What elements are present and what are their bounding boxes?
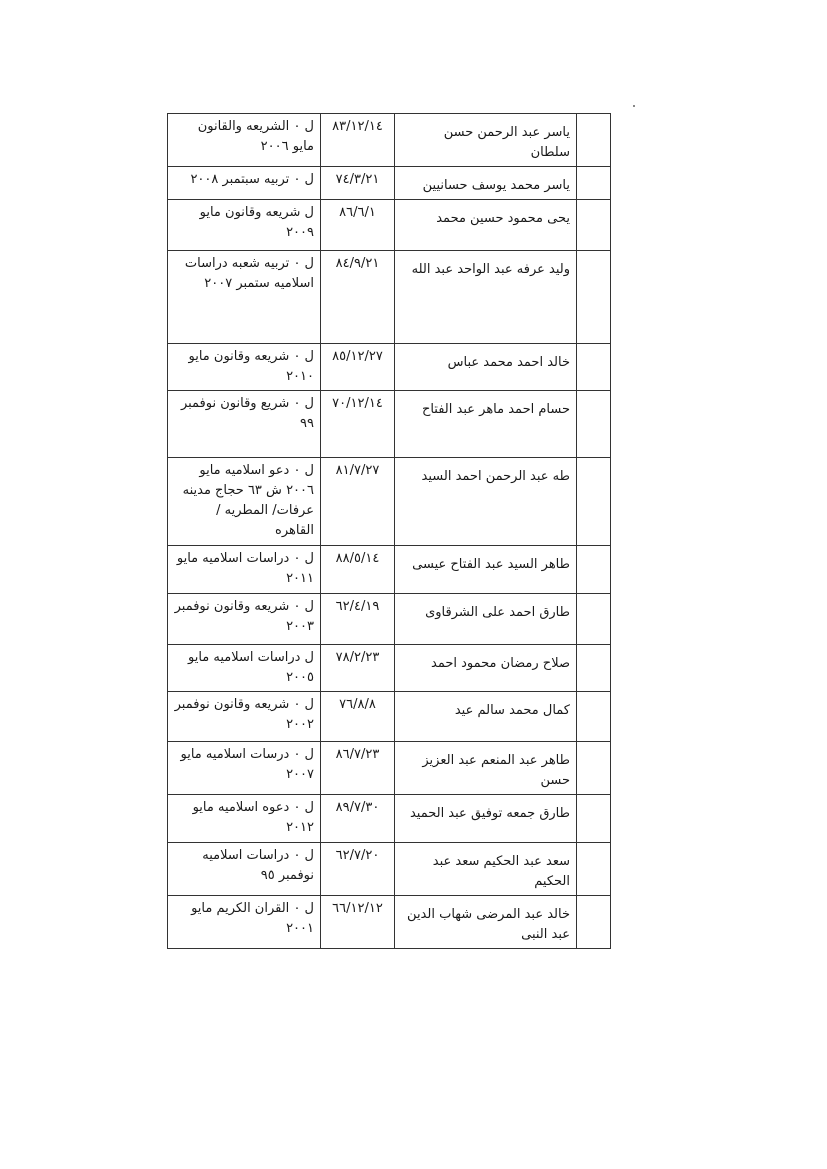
date-cell: ٧٠/١٢/١٤ xyxy=(321,391,395,458)
date-cell: ٦٢/٤/١٩ xyxy=(321,594,395,645)
name-cell: خالد عبد المرضى شهاب الدين عبد النبى xyxy=(395,896,577,949)
empty-cell xyxy=(577,896,611,949)
empty-cell xyxy=(577,200,611,251)
qualification-cell: ل ٠ القران الكريم مايو ٢٠٠١ xyxy=(168,896,321,949)
empty-cell xyxy=(577,114,611,167)
table-row xyxy=(168,391,611,458)
qualification-cell: ل ٠ شريعه وقانون نوفمبر ٢٠٠٢ xyxy=(168,692,321,742)
qualification-cell: ل ٠ شريع وقانون نوفمبر ٩٩ xyxy=(168,391,321,458)
date-cell: ٦٦/١٢/١٢ xyxy=(321,896,395,949)
empty-cell xyxy=(577,458,611,546)
empty-cell xyxy=(577,344,611,391)
scan-speck xyxy=(633,105,635,107)
qualification-cell: ل ٠ شريعه وقانون نوفمبر ٢٠٠٣ xyxy=(168,594,321,645)
name-cell: طارق جمعه توفيق عبد الحميد xyxy=(395,795,577,843)
qualification-cell: ل دراسات اسلاميه مايو ٢٠٠٥ xyxy=(168,645,321,692)
name-cell: طاهر السيد عبد الفتاح عيسى xyxy=(395,546,577,594)
name-cell: طارق احمد على الشرقاوى xyxy=(395,594,577,645)
table-row xyxy=(168,200,611,251)
table-row xyxy=(168,546,611,594)
qualification-cell: ل ٠ دراسات اسلاميه نوفمبر ٩٥ xyxy=(168,843,321,896)
date-cell: ٨٥/١٢/٢٧ xyxy=(321,344,395,391)
empty-cell xyxy=(577,391,611,458)
name-cell: ياسر عبد الرحمن حسن سلطان xyxy=(395,114,577,167)
name-cell: طه عبد الرحمن احمد السيد xyxy=(395,458,577,546)
table-row xyxy=(168,692,611,742)
qualification-cell: ل ٠ دعو اسلاميه مايو ٢٠٠٦ ش ٦٣ حجاج مدينه عرفات/ المطريه / القاهره xyxy=(168,458,321,546)
name-cell: كمال محمد سالم عيد xyxy=(395,692,577,742)
table-row xyxy=(168,458,611,546)
name-cell: خالد احمد محمد عباس xyxy=(395,344,577,391)
empty-cell xyxy=(577,546,611,594)
name-cell: طاهر عبد المنعم عبد العزيز حسن xyxy=(395,742,577,795)
empty-cell xyxy=(577,594,611,645)
date-cell: ٨٩/٧/٣٠ xyxy=(321,795,395,843)
qualification-cell: ل ٠ درسات اسلاميه مايو ٢٠٠٧ xyxy=(168,742,321,795)
date-cell: ٧٤/٣/٢١ xyxy=(321,167,395,200)
date-cell: ٨٣/١٢/١٤ xyxy=(321,114,395,167)
records-table xyxy=(167,113,611,949)
qualification-cell: ل شريعه وقانون مايو ٢٠٠٩ xyxy=(168,200,321,251)
table-row xyxy=(168,251,611,344)
date-cell: ٨٤/٩/٢١ xyxy=(321,251,395,344)
date-cell: ٧٦/٨/٨ xyxy=(321,692,395,742)
date-cell: ٨٦/٧/٢٣ xyxy=(321,742,395,795)
name-cell: حسام احمد ماهر عبد الفتاح xyxy=(395,391,577,458)
date-cell: ٨٦/٦/١ xyxy=(321,200,395,251)
table-row xyxy=(168,594,611,645)
empty-cell xyxy=(577,795,611,843)
date-cell: ٧٨/٢/٢٣ xyxy=(321,645,395,692)
qualification-cell: ل ٠ تربيه سبتمبر ٢٠٠٨ xyxy=(168,167,321,200)
date-cell: ٨١/٧/٢٧ xyxy=(321,458,395,546)
qualification-cell: ل ٠ شريعه وقانون مايو ٢٠١٠ xyxy=(168,344,321,391)
table-row xyxy=(168,167,611,200)
empty-cell xyxy=(577,843,611,896)
name-cell: يحى محمود حسين محمد xyxy=(395,200,577,251)
name-cell: صلاح رمضان محمود احمد xyxy=(395,645,577,692)
date-cell: ٦٢/٧/٢٠ xyxy=(321,843,395,896)
date-cell: ٨٨/٥/١٤ xyxy=(321,546,395,594)
table-row xyxy=(168,742,611,795)
table-row xyxy=(168,795,611,843)
table-row xyxy=(168,114,611,167)
name-cell: سعد عبد الحكيم سعد عبد الحكيم xyxy=(395,843,577,896)
qualification-cell: ل ٠ دراسات اسلاميه مايو ٢٠١١ xyxy=(168,546,321,594)
name-cell: وليد عرفه عبد الواحد عبد الله xyxy=(395,251,577,344)
empty-cell xyxy=(577,742,611,795)
empty-cell xyxy=(577,167,611,200)
qualification-cell: ل ٠ تربيه شعبه دراسات اسلاميه ستمبر ٢٠٠٧ xyxy=(168,251,321,344)
table-row xyxy=(168,843,611,896)
table-row xyxy=(168,645,611,692)
empty-cell xyxy=(577,645,611,692)
empty-cell xyxy=(577,251,611,344)
qualification-cell: ل ٠ دعوه اسلاميه مايو ٢٠١٢ xyxy=(168,795,321,843)
empty-cell xyxy=(577,692,611,742)
qualification-cell: ل ٠ الشريعه والقانون مايو ٢٠٠٦ xyxy=(168,114,321,167)
name-cell: ياسر محمد يوسف حسانيين xyxy=(395,167,577,200)
table-row xyxy=(168,344,611,391)
table-row xyxy=(168,896,611,949)
